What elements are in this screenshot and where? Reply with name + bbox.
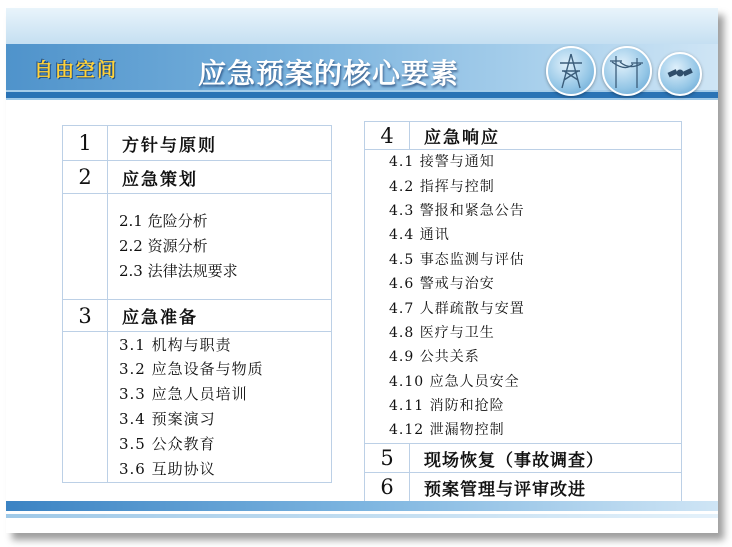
subitem: 3.4 预案演习	[119, 410, 216, 428]
section-row	[365, 444, 682, 473]
subitem: 3.5 公众教育	[119, 434, 216, 453]
subitem: 4.9 公共关系	[389, 349, 480, 366]
slide	[6, 8, 718, 533]
subitems-row	[365, 150, 682, 444]
subitem: 4.10 应急人员安全	[389, 373, 520, 390]
section-title: 预案管理与评审改进	[410, 473, 682, 502]
subitem: 3.2 应急设备与物质	[119, 360, 264, 379]
section-row	[63, 300, 332, 332]
subitem: 2.2 资源分析	[119, 237, 208, 256]
subitem: 4.4 通讯	[389, 227, 450, 244]
section-title: 应急策划	[108, 161, 332, 194]
right-outline-table	[364, 121, 682, 502]
subitem-list	[108, 194, 332, 300]
footer-bar	[6, 501, 718, 511]
subitem: 4.7 人群疏散与安置	[389, 300, 525, 317]
section-title: 现场恢复（事故调查）	[410, 444, 682, 473]
subitem: 2.3 法律法规要求	[119, 261, 238, 280]
section-row	[365, 473, 682, 502]
section-title: 方针与原则	[108, 126, 332, 161]
subitem: 4.2 指挥与控制	[389, 178, 495, 195]
logo: 自由空间	[34, 59, 119, 81]
subitem: 4.1 接警与通知	[389, 154, 495, 171]
subitem-list	[108, 332, 332, 483]
section-number: 1	[63, 126, 108, 161]
subitem-list	[365, 150, 682, 444]
power-line-icon	[602, 46, 652, 96]
subitems-row	[63, 332, 332, 483]
subitem: 3.1 机构与职责	[119, 335, 232, 354]
section-title: 应急响应	[410, 122, 682, 150]
section-number: 2	[63, 161, 108, 194]
section-number: 6	[365, 473, 410, 502]
subitem: 4.12 泄漏物控制	[389, 422, 505, 439]
subitem: 2.1 危险分析	[119, 212, 208, 231]
left-outline-table	[62, 125, 332, 483]
power-tower-icon	[546, 46, 596, 96]
subitem: 4.3 警报和紧急公告	[389, 202, 525, 219]
subitem: 4.8 医疗与卫生	[389, 324, 495, 341]
section-number: 3	[63, 300, 108, 332]
subitem: 3.6 互助协议	[119, 459, 216, 478]
section-number: 5	[365, 444, 410, 473]
footer-line	[6, 514, 718, 518]
section-title: 应急准备	[108, 300, 332, 332]
subitem: 4.5 事态监测与评估	[389, 251, 525, 268]
section-row	[63, 126, 332, 161]
section-number: 4	[365, 122, 410, 150]
satellite-icon	[658, 52, 702, 96]
section-row	[365, 122, 682, 150]
subitem: 3.3 应急人员培训	[119, 385, 248, 404]
section-row	[63, 161, 332, 194]
subitems-row	[63, 194, 332, 300]
page-title: 应急预案的核心要素	[198, 57, 460, 90]
subitem: 4.6 警戒与治安	[389, 276, 495, 293]
subitem: 4.11 消防和抢险	[389, 398, 505, 415]
